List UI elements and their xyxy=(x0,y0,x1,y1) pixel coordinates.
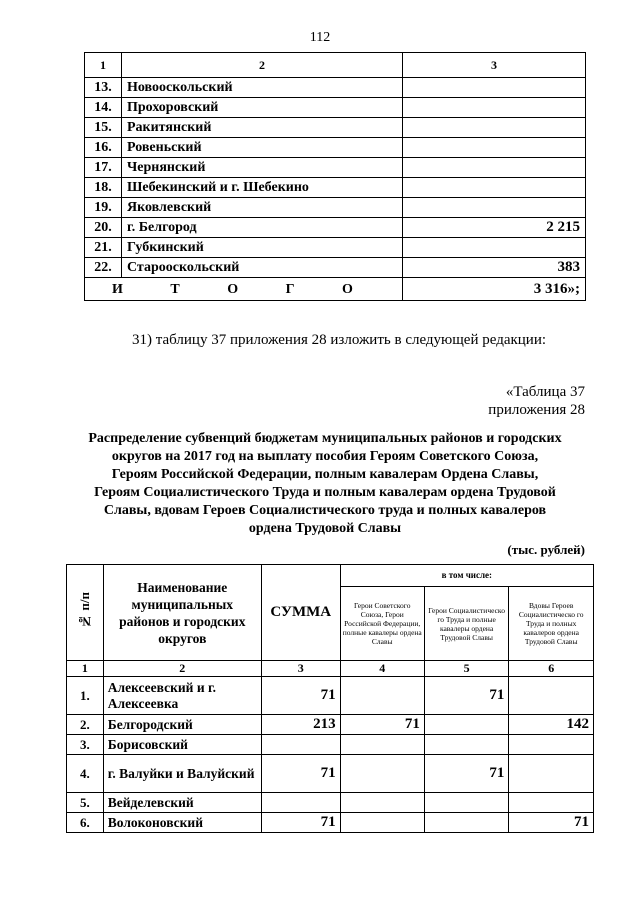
header-sum: СУММА xyxy=(261,565,340,661)
row-name: Белгородский xyxy=(103,715,261,735)
total-label: И Т О Г О xyxy=(85,278,403,301)
row-name: г. Белгород xyxy=(122,218,403,238)
header-cell: 2 xyxy=(122,53,403,78)
row-sum: 71 xyxy=(261,813,340,833)
total-row xyxy=(85,278,586,301)
row-value xyxy=(403,138,586,158)
row-col6: 142 xyxy=(509,715,594,735)
table-row xyxy=(85,258,586,278)
row-number: 13. xyxy=(85,78,122,98)
table-row xyxy=(85,238,586,258)
title-line: Славы, вдовам Героев Социалистического труда и полных кавалеров xyxy=(103,503,547,518)
row-col5 xyxy=(424,715,509,735)
row-col4 xyxy=(340,813,424,833)
title-line: Распределение субвенций бюджетам муниципальных районов и городских xyxy=(88,431,562,446)
row-number: 20. xyxy=(85,218,122,238)
table-part1 xyxy=(84,52,586,301)
row-name: Алексеевский и г. Алексеевка xyxy=(103,677,261,715)
row-name: Яковлевский xyxy=(122,198,403,218)
row-col4: 71 xyxy=(340,715,424,735)
header-col5: Герои Социалистическо го Труда и полные кавалеры ордена Трудовой Славы xyxy=(424,587,509,661)
row-number: 1. xyxy=(67,677,104,715)
header-num-cell xyxy=(67,565,104,661)
row-value: 383 xyxy=(403,258,586,278)
row-value xyxy=(403,98,586,118)
table-row xyxy=(67,793,594,813)
row-col6 xyxy=(509,735,594,755)
table-row xyxy=(85,158,586,178)
page-number: 112 xyxy=(309,30,331,45)
row-number: 16. xyxy=(85,138,122,158)
row-name: Шебекинский и г. Шебекино xyxy=(122,178,403,198)
row-number: 21. xyxy=(85,238,122,258)
header-cell: 1 xyxy=(85,53,122,78)
table-row xyxy=(85,138,586,158)
table-caption-appendix: приложения 28 xyxy=(488,402,585,418)
row-number: 19. xyxy=(85,198,122,218)
table-row xyxy=(85,218,586,238)
table-row xyxy=(67,813,594,833)
row-number: 3. xyxy=(67,735,104,755)
row-col6 xyxy=(509,677,594,715)
row-col6 xyxy=(509,755,594,793)
index-cell: 3 xyxy=(261,661,340,677)
row-name: Старооскольский xyxy=(122,258,403,278)
header-name: Наименование муниципальных районов и городских округов xyxy=(103,565,261,661)
row-name: Вейделевский xyxy=(103,793,261,813)
row-number: 6. xyxy=(67,813,104,833)
row-value xyxy=(403,238,586,258)
row-col5: 71 xyxy=(424,677,509,715)
row-col5 xyxy=(424,813,509,833)
row-sum xyxy=(261,735,340,755)
row-col6 xyxy=(509,793,594,813)
table-title xyxy=(60,430,590,538)
row-col4 xyxy=(340,755,424,793)
header-including: в том числе: xyxy=(340,565,593,587)
index-row xyxy=(67,661,594,677)
row-number: 14. xyxy=(85,98,122,118)
row-number: 22. xyxy=(85,258,122,278)
table-caption: «Таблица 37 xyxy=(505,384,585,400)
row-col5 xyxy=(424,793,509,813)
row-col4 xyxy=(340,677,424,715)
row-col5: 71 xyxy=(424,755,509,793)
table-row xyxy=(67,755,594,793)
row-number: 18. xyxy=(85,178,122,198)
title-line: Героям Российской Федерации, полным кавалерам Ордена Славы, xyxy=(111,467,539,482)
row-name: Чернянский xyxy=(122,158,403,178)
header-cell: 3 xyxy=(403,53,586,78)
row-name: Прохоровский xyxy=(122,98,403,118)
row-number: 4. xyxy=(67,755,104,793)
header-col6: Вдовы Героев Социалистическо го Труда и полных кавалеров ордена Трудовой Славы xyxy=(509,587,594,661)
table-row xyxy=(85,78,586,98)
title-line: округов на 2017 год на выплату пособия Героям Советского Союза, xyxy=(111,449,539,464)
row-name: Губкинский xyxy=(122,238,403,258)
index-cell: 4 xyxy=(340,661,424,677)
row-col6: 71 xyxy=(509,813,594,833)
row-name: Ракитянский xyxy=(122,118,403,138)
units-label: (тыс. рублей) xyxy=(507,542,585,557)
index-cell: 5 xyxy=(424,661,509,677)
index-cell: 2 xyxy=(103,661,261,677)
row-value: 2 215 xyxy=(403,218,586,238)
row-name: Волоконовский xyxy=(103,813,261,833)
instruction-paragraph: 31) таблицу 37 приложения 28 изложить в следующей редакции: xyxy=(132,332,547,348)
title-line: ордена Трудовой Славы xyxy=(248,521,402,536)
row-col4 xyxy=(340,735,424,755)
row-value xyxy=(403,178,586,198)
row-col4 xyxy=(340,793,424,813)
table-row xyxy=(85,98,586,118)
row-sum xyxy=(261,793,340,813)
row-name: Борисовский xyxy=(103,735,261,755)
row-number: 15. xyxy=(85,118,122,138)
index-cell: 6 xyxy=(509,661,594,677)
table-row xyxy=(67,715,594,735)
row-name: Ровеньский xyxy=(122,138,403,158)
table-row xyxy=(67,677,594,715)
row-value xyxy=(403,198,586,218)
table-header-row xyxy=(85,53,586,78)
row-value xyxy=(403,118,586,138)
row-value xyxy=(403,78,586,98)
index-cell: 1 xyxy=(67,661,104,677)
row-name: Новооскольский xyxy=(122,78,403,98)
table-row xyxy=(67,735,594,755)
total-value: 3 316»; xyxy=(403,278,586,301)
row-sum: 71 xyxy=(261,755,340,793)
row-sum: 213 xyxy=(261,715,340,735)
row-number: 17. xyxy=(85,158,122,178)
header-col4: Герои Советского Союза, Герои Российской Федерации, полные кавалеры ордена Славы xyxy=(340,587,424,661)
row-value xyxy=(403,158,586,178)
header-row-top xyxy=(67,565,594,587)
table-row xyxy=(85,178,586,198)
row-sum: 71 xyxy=(261,677,340,715)
row-number: 2. xyxy=(67,715,104,735)
title-line: Героям Социалистического Труда и полным кавалерам ордена Трудовой xyxy=(94,485,556,500)
table-row xyxy=(85,118,586,138)
row-col5 xyxy=(424,735,509,755)
table-row xyxy=(85,198,586,218)
row-name: г. Валуйки и Валуйский xyxy=(103,755,261,793)
row-number: 5. xyxy=(67,793,104,813)
table-part2 xyxy=(66,564,594,833)
header-num: № п/п xyxy=(76,592,92,629)
